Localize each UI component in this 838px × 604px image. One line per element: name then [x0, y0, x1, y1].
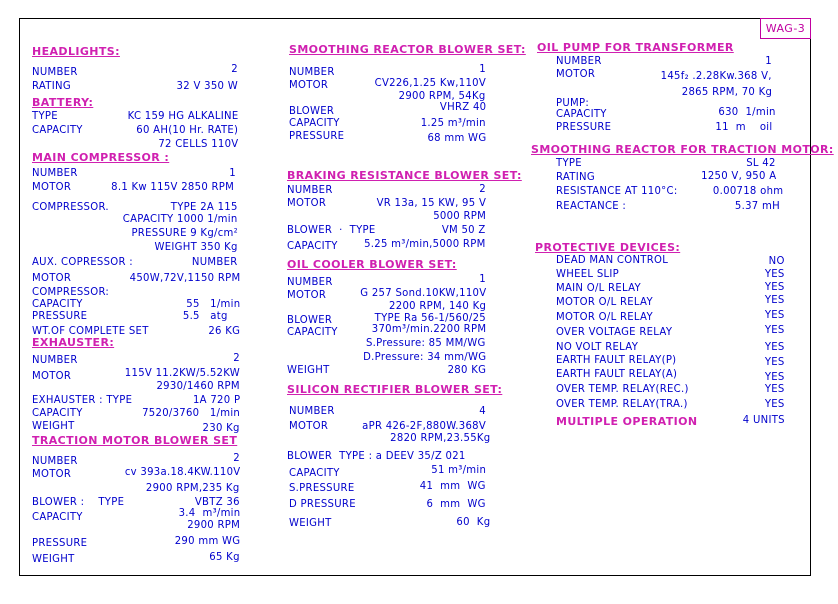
oil-cooler-s-pressure: S.Pressure: 85 MM/WG — [366, 337, 486, 349]
multiple-operation-value: 4 UNITS — [742, 414, 785, 426]
main-compressor-heading: MAIN COMPRESSOR : — [32, 151, 170, 164]
braking-blower: VM 50 Z — [442, 224, 486, 236]
oil-cooler-number-label: NUMBER — [287, 276, 333, 288]
exhauster-type-label: EXHAUSTER : TYPE — [32, 394, 133, 406]
battery-cells: 72 CELLS 110V — [157, 138, 238, 150]
braking-motor-label: MOTOR — [287, 197, 327, 209]
smoothing-motor: CV226,1.25 Kw,110V — [374, 77, 486, 89]
smoothing-traction-resistance-label: RESISTANCE AT 110°C: — [556, 185, 678, 197]
traction-weight-label: WEIGHT — [32, 553, 75, 565]
smoothing-traction-rating: 1250 V, 950 A — [700, 170, 776, 182]
oil-pump-capacity: 630 1/min — [718, 106, 776, 118]
traction-motor: cv 393a.18.4KW.110V — [124, 466, 240, 478]
oil-cooler-motor: G 257 Sond.10KW,110V — [359, 287, 486, 299]
oil-cooler-number: 1 — [479, 273, 486, 285]
protective-item-value: YES — [765, 383, 785, 395]
braking-blower-heading: BRAKING RESISTANCE BLOWER SET: — [287, 169, 522, 182]
smoothing-blower-heading: SMOOTHING REACTOR BLOWER SET: — [289, 43, 526, 56]
aux-pressure-label: PRESSURE — [32, 310, 88, 322]
exhauster-capacity-label: CAPACITY — [32, 407, 83, 419]
braking-capacity-label: CAPACITY — [287, 240, 338, 252]
oil-cooler-blower: TYPE Ra 56-1/560/25 — [374, 312, 486, 324]
protective-item-value: YES — [765, 398, 785, 410]
smoothing-number: 1 — [479, 63, 486, 75]
exhauster-rpm: 2930/1460 RPM — [156, 380, 240, 392]
exhauster-type: 1A 720 P — [192, 394, 240, 406]
traction-motor-rpm: 2900 RPM,235 Kg — [146, 482, 240, 494]
smoothing-motor-label: MOTOR — [289, 79, 329, 91]
headlights-rating-label: RATING — [32, 80, 71, 92]
main-compressor-motor: 8.1 Kw 115V 2850 RPM — [110, 181, 234, 193]
protective-item-label: NO VOLT RELAY — [556, 341, 639, 353]
headlights-number-label: NUMBER — [32, 66, 78, 78]
compressor-type: TYPE 2A 115 — [171, 201, 238, 213]
protective-item-value: YES — [765, 356, 785, 368]
headlights-rating: 32 V 350 W — [176, 80, 238, 92]
aux-motor-label: MOTOR — [32, 272, 72, 284]
silicon-d-pressure-label: D PRESSURE — [289, 498, 356, 510]
exhauster-number: 2 — [233, 352, 240, 364]
silicon-motor: aPR 426-2F,880W.368V — [362, 420, 486, 432]
exhauster-number-label: NUMBER — [32, 354, 78, 366]
protective-heading: PROTECTIVE DEVICES: — [535, 241, 681, 254]
multiple-operation-label: MULTIPLE OPERATION — [556, 415, 698, 428]
aux-compressor-sub-label: COMPRESSOR: — [32, 286, 110, 298]
protective-item-label: MOTOR O/L RELAY — [556, 296, 653, 308]
silicon-capacity-label: CAPACITY — [289, 467, 340, 479]
smoothing-traction-reactance: 5.37 mH — [734, 200, 780, 212]
braking-motor: VR 13a, 15 KW, 95 V — [376, 197, 486, 209]
protective-item-value: YES — [765, 268, 785, 280]
silicon-number: 4 — [479, 405, 486, 417]
protective-item-value: YES — [765, 281, 785, 293]
oil-pump-heading: OIL PUMP FOR TRANSFORMER — [537, 41, 734, 54]
smoothing-capacity: 1.25 m³/min — [420, 117, 486, 129]
exhauster-weight-label: WEIGHT — [32, 420, 75, 432]
braking-capacity: 5.25 m³/min,5000 RPM — [364, 238, 486, 250]
protective-item-label: OVER VOLTAGE RELAY — [556, 326, 673, 338]
braking-number-label: NUMBER — [287, 184, 333, 196]
silicon-blower: BLOWER TYPE : a DEEV 35/Z 021 — [287, 450, 466, 462]
aux-compressor-label: AUX. COPRESSOR : — [32, 256, 133, 268]
traction-number: 2 — [233, 452, 240, 464]
oil-pump-pressure-label: PRESSURE — [556, 121, 612, 133]
protective-item-value: YES — [765, 371, 785, 383]
oil-cooler-weight: 280 KG — [447, 364, 486, 376]
protective-item-label: OVER TEMP. RELAY(TRA.) — [556, 398, 688, 410]
protective-item-value: YES — [765, 294, 785, 306]
battery-capacity-label: CAPACITY — [32, 124, 83, 136]
exhauster-capacity: 7520/3760 1/min — [141, 407, 240, 419]
smoothing-blower-label: BLOWER — [289, 105, 335, 117]
compressor-pressure: PRESSURE 9 Kg/cm² — [131, 227, 238, 239]
smoothing-traction-heading: SMOOTHING REACTOR FOR TRACTION MOTOR: — [531, 143, 834, 156]
protective-item-label: MOTOR O/L RELAY — [556, 311, 653, 323]
aux-motor: 450W,72V,1150 RPM — [129, 272, 240, 284]
silicon-s-pressure: 41 mm WG — [420, 480, 486, 492]
smoothing-traction-resistance: 0.00718 ohm — [712, 185, 783, 197]
traction-blower-heading: TRACTION MOTOR BLOWER SET — [32, 434, 238, 447]
exhauster-motor-label: MOTOR — [32, 370, 72, 382]
oil-pump-motor: 145f₂ .2.28Kw.368 V, — [660, 70, 772, 82]
oil-cooler-blower-label: BLOWER — [287, 314, 333, 326]
silicon-motor-label: MOTOR — [289, 420, 329, 432]
protective-item-value: YES — [765, 324, 785, 336]
protective-item-label: MAIN O/L RELAY — [556, 282, 641, 294]
aux-compressor-number: NUMBER — [192, 256, 238, 268]
smoothing-traction-type: SL 42 — [746, 157, 776, 169]
protective-item-value: NO — [768, 255, 785, 267]
smoothing-traction-reactance-label: REACTANCE : — [556, 200, 627, 212]
silicon-capacity: 51 m³/min — [431, 464, 486, 476]
oil-cooler-motor-rpm: 2200 RPM, 140 Kg — [388, 300, 486, 312]
braking-number: 2 — [479, 183, 486, 195]
oil-pump-motor-label: MOTOR — [556, 68, 596, 80]
silicon-heading: SILICON RECTIFIER BLOWER SET: — [287, 383, 503, 396]
protective-item-label: EARTH FAULT RELAY(A) — [556, 368, 678, 380]
oil-pump-pump-label: PUMP: — [556, 97, 590, 109]
oil-pump-number: 1 — [765, 55, 772, 67]
compressor-capacity: CAPACITY 1000 1/min — [123, 213, 238, 225]
oil-cooler-capacity-label: CAPACITY — [287, 326, 338, 338]
smoothing-blower: VHRZ 40 — [439, 101, 486, 113]
smoothing-pressure: 68 mm WG — [427, 132, 486, 144]
silicon-s-pressure-label: S.PRESSURE — [289, 482, 355, 494]
oil-pump-number-label: NUMBER — [556, 55, 602, 67]
battery-heading: BATTERY: — [32, 96, 94, 109]
smoothing-traction-rating-label: RATING — [556, 171, 595, 183]
compressor-label: COMPRESSOR. — [32, 201, 109, 213]
protective-item-label: WHEEL SLIP — [556, 268, 620, 280]
oil-cooler-motor-label: MOTOR — [287, 289, 327, 301]
traction-weight: 65 Kg — [209, 551, 240, 563]
silicon-weight: 60 Kg — [456, 516, 490, 528]
exhauster-heading: EXHAUSTER: — [32, 336, 115, 349]
protective-item-label: EARTH FAULT RELAY(P) — [556, 354, 677, 366]
headlights-heading: HEADLIGHTS: — [32, 45, 120, 58]
aux-weight-label: WT.OF COMPLETE SET — [32, 325, 149, 337]
braking-motor-rpm: 5000 RPM — [433, 210, 486, 222]
traction-capacity-rpm: 2900 RPM — [187, 519, 240, 531]
smoothing-number-label: NUMBER — [289, 66, 335, 78]
protective-item-value: YES — [765, 309, 785, 321]
oil-cooler-d-pressure: D.Pressure: 34 mm/WG — [362, 351, 486, 363]
oil-cooler-capacity: 370m³/min.2200 RPM — [371, 323, 486, 335]
oil-pump-capacity-label: CAPACITY — [556, 108, 607, 120]
aux-capacity: 55 1/min — [185, 298, 240, 310]
traction-motor-label: MOTOR — [32, 468, 72, 480]
smoothing-traction-type-label: TYPE — [556, 157, 582, 169]
main-compressor-number: 1 — [229, 167, 236, 179]
smoothing-motor-rpm: 2900 RPM, 54Kg — [399, 90, 486, 102]
protective-item-label: DEAD MAN CONTROL — [556, 254, 669, 266]
main-compressor-number-label: NUMBER — [32, 167, 78, 179]
exhauster-weight: 230 Kg — [202, 422, 240, 434]
smoothing-pressure-label: PRESSURE — [289, 130, 345, 142]
traction-blower-type: VBTZ 36 — [195, 496, 240, 508]
sheet-tag: WAG-3 — [760, 18, 811, 39]
smoothing-capacity-label: CAPACITY — [289, 117, 340, 129]
compressor-weight: WEIGHT 350 Kg — [154, 241, 238, 253]
battery-type-label: TYPE — [32, 110, 58, 122]
traction-capacity-label: CAPACITY — [32, 511, 83, 523]
protective-item-label: OVER TEMP. RELAY(REC.) — [556, 383, 689, 395]
oil-cooler-heading: OIL COOLER BLOWER SET: — [287, 258, 457, 271]
protective-item-value: YES — [765, 341, 785, 353]
headlights-number: 2 — [231, 63, 238, 75]
silicon-motor-rpm: 2820 RPM,23.55Kg — [389, 432, 490, 444]
traction-number-label: NUMBER — [32, 455, 78, 467]
aux-pressure: 5.5 atg — [183, 310, 228, 322]
oil-pump-motor-rpm: 2865 RPM, 70 Kg — [681, 86, 772, 98]
braking-blower-label: BLOWER · TYPE — [287, 224, 376, 236]
aux-capacity-label: CAPACITY — [32, 298, 83, 310]
aux-weight: 26 KG — [208, 325, 240, 337]
silicon-number-label: NUMBER — [289, 405, 335, 417]
silicon-d-pressure: 6 mm WG — [426, 498, 486, 510]
exhauster-motor: 115V 11.2KW/5.52KW — [124, 367, 240, 379]
oil-pump-pressure: 11 m oil — [714, 121, 772, 133]
silicon-weight-label: WEIGHT — [289, 517, 332, 529]
battery-capacity: 60 AH(10 Hr. RATE) — [135, 124, 238, 136]
traction-pressure: 290 mm WG — [174, 535, 240, 547]
traction-blower-type-label: BLOWER : TYPE — [32, 496, 125, 508]
traction-pressure-label: PRESSURE — [32, 537, 88, 549]
main-compressor-motor-label: MOTOR — [32, 181, 72, 193]
traction-capacity: 3.4 m³/min — [178, 507, 240, 519]
oil-cooler-weight-label: WEIGHT — [287, 364, 330, 376]
battery-type: KC 159 HG ALKALINE — [127, 110, 238, 122]
